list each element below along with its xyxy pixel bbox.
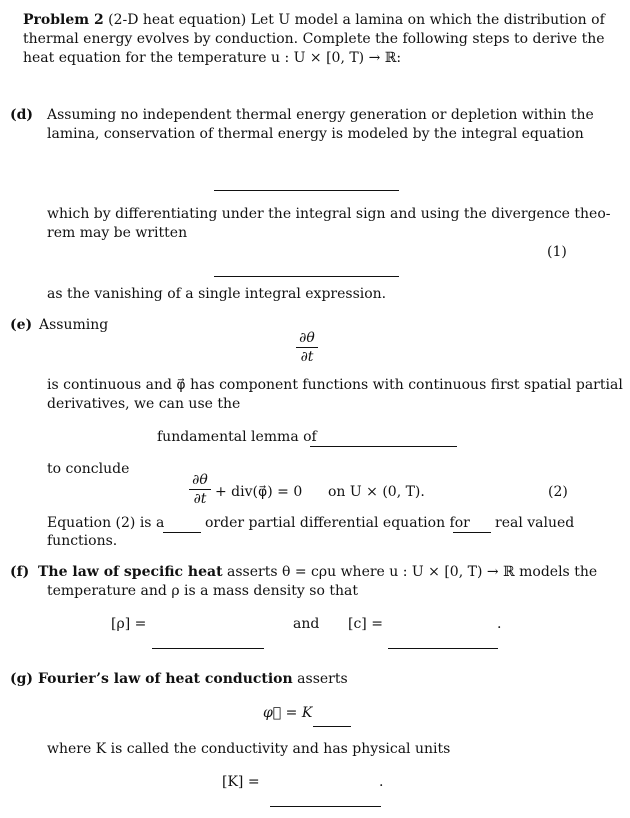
part-e-line-1: is continuous and φ⃗ has component functions with continuous first spatial partial — [47, 377, 623, 393]
part-f-line-1-rest: asserts θ = cρu where u : U × [0, T) → ℝ models the — [227, 564, 598, 580]
eq2-fraction-bar — [189, 489, 211, 490]
k-units-blank[interactable] — [270, 806, 381, 807]
part-e-assuming: Assuming — [39, 317, 109, 333]
part-d-line-5: as the vanishing of a single integral expression. — [47, 286, 387, 302]
part-g-title: Fourier’s law of heat conduction — [38, 671, 293, 687]
intro-line-2: thermal energy evolves by conduction. Complete the following steps to derive the — [23, 31, 605, 47]
integral-equation-blank[interactable] — [214, 190, 399, 191]
part-f-line-2: temperature and ρ is a mass density so that — [47, 583, 358, 599]
part-g-title-rest: asserts — [297, 671, 348, 687]
part-d-line-1: Assuming no independent thermal energy generation or depletion within the — [47, 107, 594, 123]
part-g-period: . — [379, 774, 384, 790]
and-word: and — [293, 616, 320, 632]
dtheta-dt-fraction — [296, 330, 318, 365]
equation-2-fraction — [189, 472, 211, 507]
fraction-numerator: ∂θ — [299, 330, 315, 346]
rho-units-blank[interactable] — [152, 648, 264, 649]
to-conclude: to conclude — [47, 461, 130, 477]
equation-2-domain: on U × (0, T). — [328, 484, 425, 500]
fraction-bar — [296, 347, 318, 348]
eq2-suffix: real valued — [495, 515, 575, 531]
eq2-line-2: functions. — [47, 533, 118, 549]
part-d-line-3: which by differentiating under the integral sign and using the divergence theo- — [47, 206, 611, 222]
eq2-numerator: ∂θ — [192, 472, 208, 488]
part-d-line-2: lamina, conservation of thermal energy is modeled by the integral equation — [47, 126, 584, 142]
rho-units-label: [ρ] = — [111, 616, 147, 632]
fourier-law-blank[interactable] — [313, 726, 351, 727]
intro-line-1 — [23, 11, 605, 30]
order-blank[interactable] — [163, 532, 201, 533]
problem-label: Problem 2 — [23, 12, 104, 28]
lemma-text: fundamental lemma of — [157, 429, 317, 445]
part-f-period: . — [497, 616, 502, 632]
part-f-title: The law of specific heat — [38, 564, 223, 580]
fraction-denominator: ∂t — [300, 349, 314, 365]
part-d-line-4: rem may be written — [47, 225, 188, 241]
part-g-label: (g) — [10, 671, 34, 687]
k-units-label: [K] = — [222, 774, 260, 790]
eq2-denominator: ∂t — [193, 491, 207, 507]
variables-blank[interactable] — [453, 532, 491, 533]
fourier-law: φ⃗ = K — [263, 705, 313, 721]
c-units-blank[interactable] — [388, 648, 498, 649]
equation-2-rest: + div(φ⃗) = 0 — [215, 484, 303, 500]
equation-number-2: (2) — [548, 484, 568, 500]
intro-text-1: (2-D heat equation) Let U model a lamina on which the distribution of — [108, 12, 605, 28]
eq2-prefix: Equation (2) is a — [47, 515, 165, 531]
part-f-line-1 — [38, 563, 597, 582]
part-e-label: (e) — [10, 317, 33, 333]
part-e-line-2: derivatives, we can use the — [47, 396, 241, 412]
intro-line-3: heat equation for the temperature u : U × [0, T) → ℝ: — [23, 50, 402, 66]
equation-number-1: (1) — [547, 244, 567, 260]
lemma-blank[interactable] — [310, 446, 457, 447]
c-units-label: [c] = — [348, 616, 383, 632]
part-d-label: (d) — [10, 107, 34, 123]
part-f-label: (f) — [10, 564, 30, 580]
part-g-title-line — [38, 670, 348, 689]
part-g-line-1: where K is called the conductivity and has physical units — [47, 741, 451, 757]
divergence-form-blank[interactable] — [214, 276, 399, 277]
eq2-middle: order partial differential equation for — [205, 515, 470, 531]
